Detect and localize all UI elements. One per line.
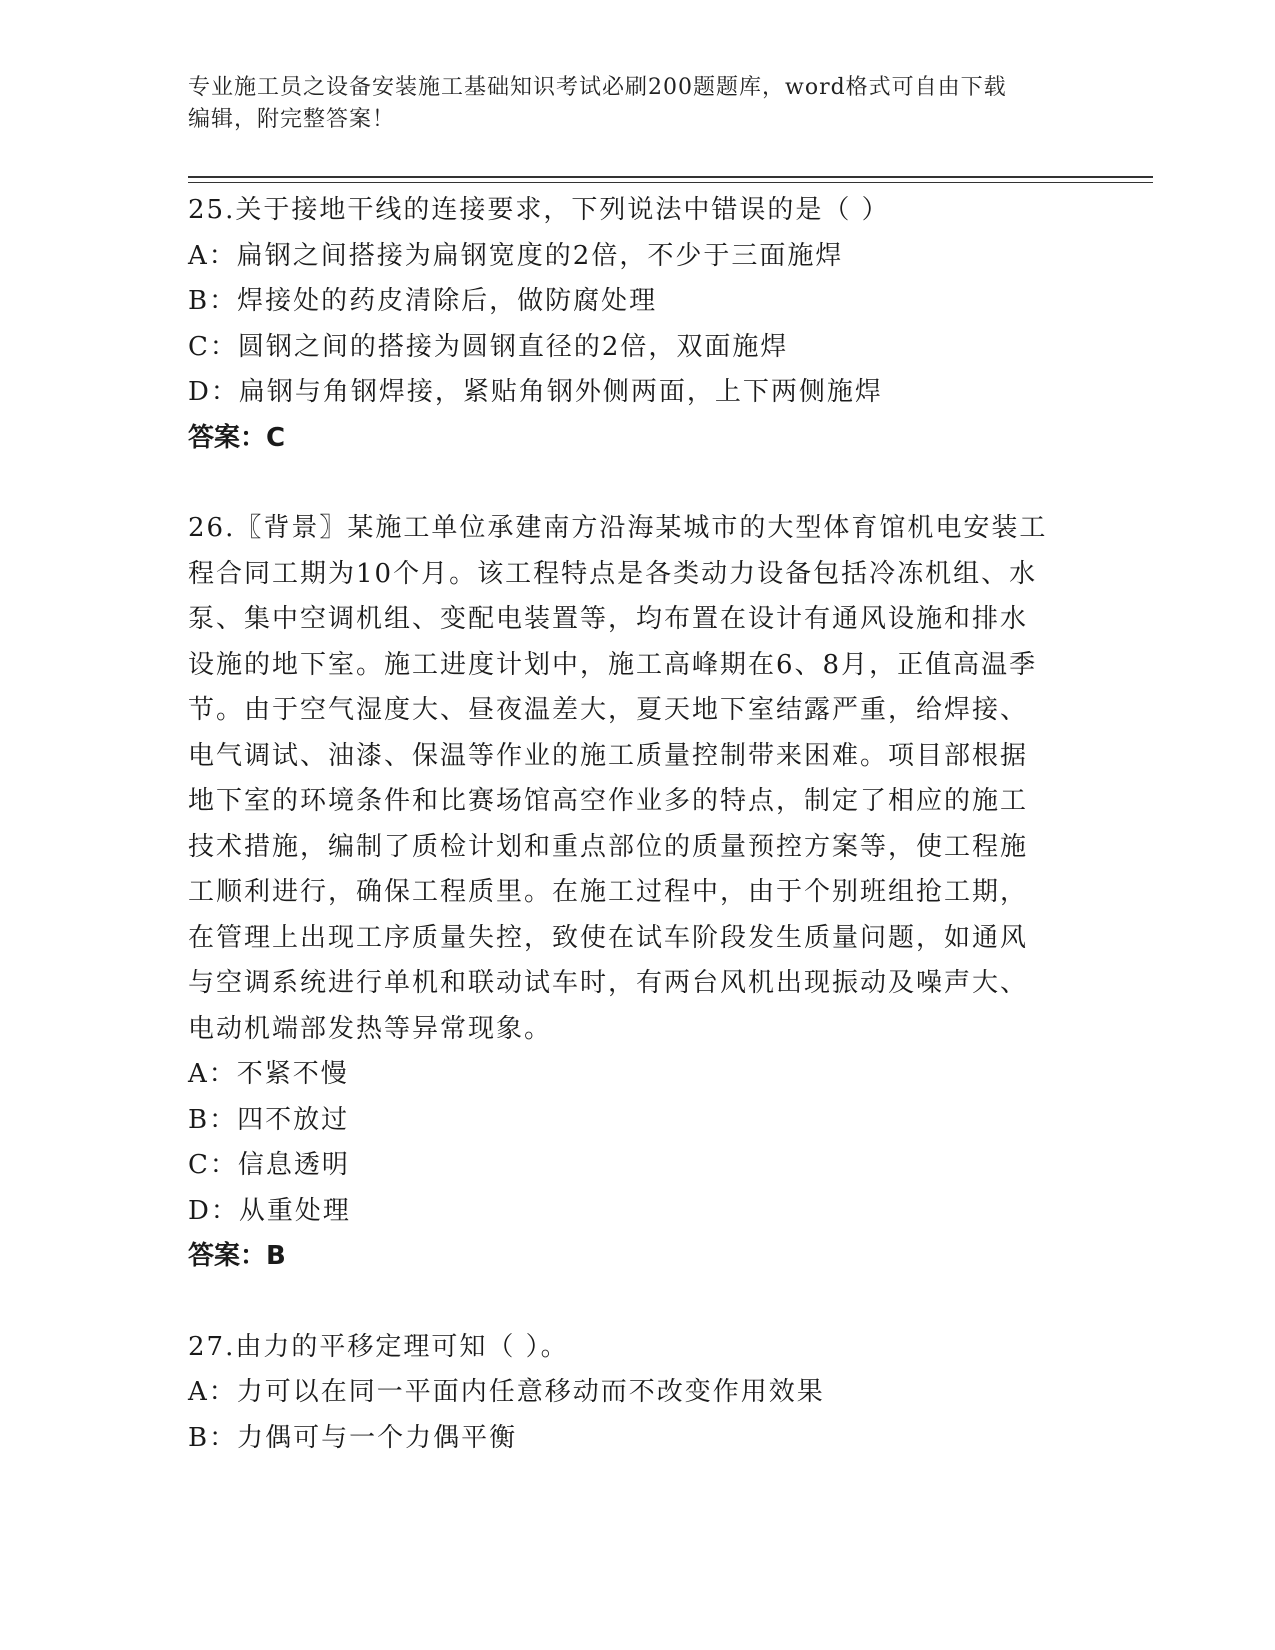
option-a: A：扁钢之间搭接为扁钢宽度的2倍，不少于三面施焊	[188, 240, 844, 271]
option-b: B：四不放过	[188, 1104, 350, 1135]
question-stem: 27.由力的平移定理可知（ ）。	[188, 1331, 569, 1362]
answer-label: 答案：C	[188, 422, 286, 453]
question-stem-line: 电动机端部发热等异常现象。	[188, 1013, 553, 1044]
document-header	[188, 72, 1068, 136]
question-stem-line: 泵、集中空调机组、变配电装置等，均布置在设计有通风设施和排水	[188, 604, 1029, 634]
header-divider-thin	[188, 182, 1153, 183]
question-stem-line: 电气调试、油漆、保温等作业的施工质量控制带来困难。项目部根据	[188, 740, 1029, 771]
header-line-1: 专业施工员之设备安装施工基础知识考试必刷200题题库，word格式可自由下载	[188, 75, 1007, 100]
option-d: D：扁钢与角钢焊接，紧贴角钢外侧两面，上下两侧施焊	[188, 377, 883, 407]
question-stem-line: 工顺利进行，确保工程质里。在施工过程中，由于个别班组抢工期，	[188, 877, 1029, 907]
header-line-2: 编辑，附完整答案！	[188, 107, 396, 132]
question-stem-line: 26.〖背景〗某施工单位承建南方沿海某城市的大型体育馆机电安装工	[188, 513, 1048, 543]
question-stem-line: 程合同工期为10个月。该工程特点是各类动力设备包括冷冻机组、水	[188, 558, 1038, 589]
option-d: D：从重处理	[188, 1195, 351, 1226]
question-26	[188, 506, 1068, 1280]
question-gap	[188, 1280, 1068, 1325]
option-b: B：焊接处的药皮清除后，做防腐处理	[188, 286, 658, 316]
option-a: A：不紧不慢	[188, 1059, 349, 1089]
question-list	[188, 188, 1068, 1461]
option-a: A：力可以在同一平面内任意移动而不改变作用效果	[188, 1377, 825, 1407]
question-stem-line: 地下室的环境条件和比赛场馆高空作业多的特点，制定了相应的施工	[188, 786, 1029, 816]
option-c: C：信息透明	[188, 1150, 350, 1180]
question-27	[188, 1325, 1068, 1462]
question-stem-line: 技术措施，编制了质检计划和重点部位的质量预控方案等，使工程施	[188, 831, 1029, 862]
option-c: C：圆钢之间的搭接为圆钢直径的2倍，双面施焊	[188, 331, 789, 362]
answer-label: 答案：B	[188, 1241, 286, 1271]
option-b: B：力偶可与一个力偶平衡	[188, 1422, 518, 1453]
header-divider-thick	[188, 176, 1153, 178]
question-stem-line: 节。由于空气湿度大、昼夜温差大，夏天地下室结露严重，给焊接、	[188, 695, 1029, 725]
question-stem-line: 在管理上出现工序质量失控，致使在试车阶段发生质量问题，如通风	[188, 922, 1029, 953]
question-stem-line: 与空调系统进行单机和联动试车时，有两台风机出现振动及噪声大、	[188, 968, 1029, 998]
question-25	[188, 188, 1068, 461]
question-gap	[188, 461, 1068, 506]
question-stem-line: 设施的地下室。施工进度计划中，施工高峰期在6、8月，正值高温季	[188, 649, 1038, 680]
question-stem: 25.关于接地干线的连接要求，下列说法中错误的是（ ）	[188, 195, 890, 225]
